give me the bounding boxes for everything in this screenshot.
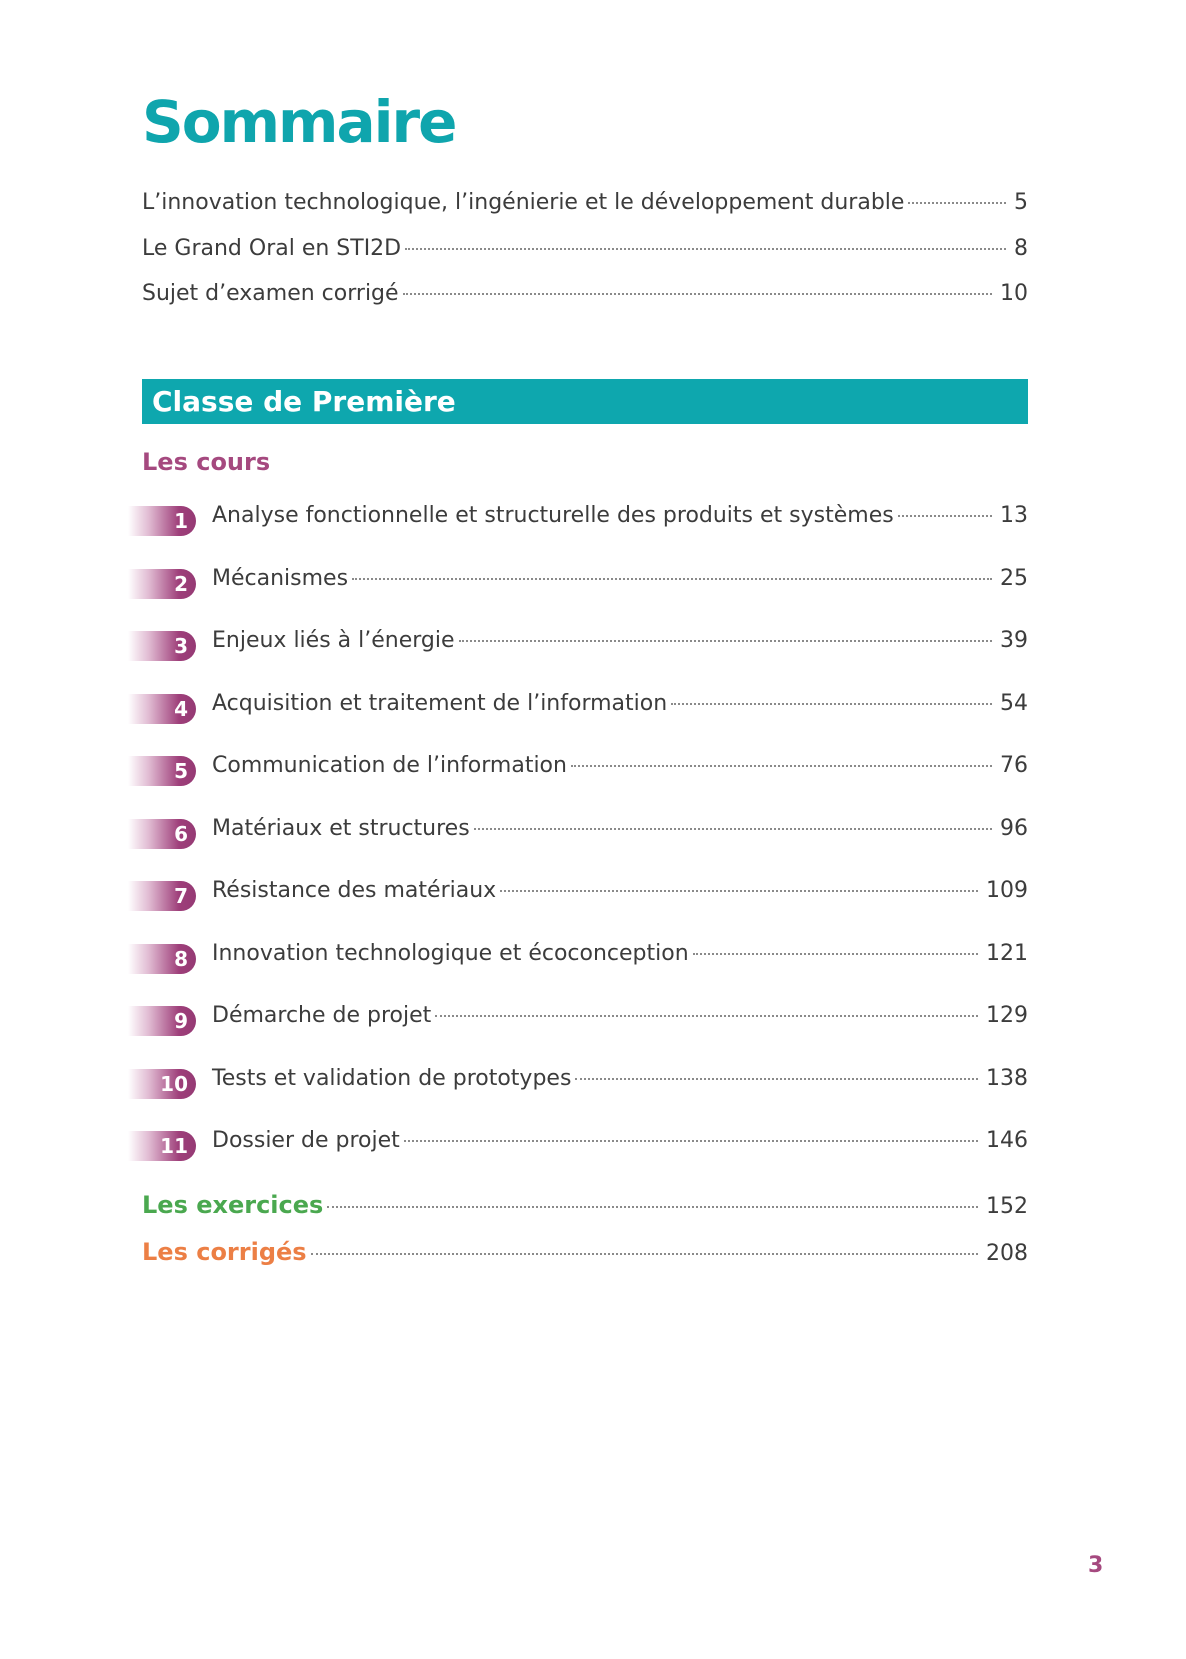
- chapter-page: 25: [1000, 566, 1028, 591]
- chapter-label: Communication de l’information: [212, 753, 567, 778]
- dot-leader: [311, 1253, 978, 1255]
- chapter-page: 129: [986, 1003, 1028, 1028]
- dot-leader: [352, 578, 992, 580]
- toc-entry[interactable]: [142, 236, 1028, 270]
- chapter-entry[interactable]: [212, 753, 1028, 787]
- chapter-label: Acquisition et traitement de l’information: [212, 691, 668, 716]
- chapter-number-badge: 6: [128, 819, 196, 849]
- toc-entry-page: 10: [1000, 281, 1028, 306]
- toc-entry[interactable]: [142, 190, 1028, 224]
- exercises-label: Les exercices: [142, 1191, 324, 1219]
- answers-entry[interactable]: [142, 1238, 1028, 1272]
- toc-entry-label: Le Grand Oral en STI2D: [142, 236, 402, 261]
- dot-leader: [435, 1015, 978, 1017]
- chapter-label: Analyse fonctionnelle et structurelle des produits et systèmes: [212, 503, 894, 528]
- chapter-number-badge: 11: [128, 1131, 196, 1161]
- chapter-number-badge: 4: [128, 694, 196, 724]
- chapter-page: 109: [986, 878, 1028, 903]
- chapter-number-badge: 7: [128, 881, 196, 911]
- chapter-page: 121: [986, 941, 1028, 966]
- chapter-page: 13: [1000, 503, 1028, 528]
- chapter-entry[interactable]: [212, 691, 1028, 725]
- dot-leader: [671, 703, 992, 705]
- chapter-entry[interactable]: [212, 941, 1028, 975]
- chapter-label: Innovation technologique et écoconception: [212, 941, 689, 966]
- chapter-page: 39: [1000, 628, 1028, 653]
- chapter-page: 54: [1000, 691, 1028, 716]
- dot-leader: [500, 890, 978, 892]
- chapter-page: 76: [1000, 753, 1028, 778]
- chapter-page: 138: [986, 1066, 1028, 1091]
- dot-leader: [404, 1140, 978, 1142]
- toc-entry-label: L’innovation technologique, l’ingénierie et le développement durable: [142, 190, 905, 215]
- chapter-entry[interactable]: [212, 566, 1028, 600]
- page-number: 3: [1088, 1553, 1104, 1578]
- toc-entry-label: Sujet d’examen corrigé: [142, 281, 399, 306]
- toc-entry[interactable]: [142, 281, 1028, 315]
- section-banner: Classe de Première: [142, 379, 1028, 424]
- chapter-entry[interactable]: [212, 1066, 1028, 1100]
- dot-leader: [327, 1206, 978, 1208]
- dot-leader: [403, 293, 992, 295]
- dot-leader: [908, 202, 1006, 204]
- chapter-entry[interactable]: [212, 503, 1028, 537]
- chapter-label: Démarche de projet: [212, 1003, 432, 1028]
- chapter-number-badge: 1: [128, 506, 196, 536]
- chapter-entry[interactable]: [212, 816, 1028, 850]
- chapter-entry[interactable]: [212, 878, 1028, 912]
- chapter-label: Dossier de projet: [212, 1128, 400, 1153]
- chapter-number-badge: 10: [128, 1069, 196, 1099]
- exercises-entry[interactable]: [142, 1191, 1028, 1225]
- chapter-number-badge: 9: [128, 1006, 196, 1036]
- chapter-label: Matériaux et structures: [212, 816, 470, 841]
- chapter-label: Mécanismes: [212, 566, 349, 591]
- chapter-label: Résistance des matériaux: [212, 878, 497, 903]
- dot-leader: [459, 640, 992, 642]
- chapter-number-badge: 8: [128, 944, 196, 974]
- section-subhead: Les cours: [142, 448, 271, 476]
- chapter-label: Tests et validation de prototypes: [212, 1066, 572, 1091]
- dot-leader: [575, 1078, 978, 1080]
- chapter-number-badge: 3: [128, 631, 196, 661]
- chapter-entry[interactable]: [212, 628, 1028, 662]
- answers-label: Les corrigés: [142, 1238, 307, 1266]
- toc-entry-page: 8: [1014, 236, 1028, 261]
- chapter-entry[interactable]: [212, 1128, 1028, 1162]
- answers-page: 208: [986, 1241, 1028, 1266]
- dot-leader: [474, 828, 992, 830]
- dot-leader: [693, 953, 978, 955]
- toc-entry-page: 5: [1014, 190, 1028, 215]
- chapter-entry[interactable]: [212, 1003, 1028, 1037]
- dot-leader: [898, 515, 992, 517]
- chapter-label: Enjeux liés à l’énergie: [212, 628, 455, 653]
- dot-leader: [405, 248, 1006, 250]
- chapter-page: 146: [986, 1128, 1028, 1153]
- dot-leader: [571, 765, 992, 767]
- chapter-number-badge: 5: [128, 756, 196, 786]
- page-title: Sommaire: [142, 88, 456, 156]
- chapter-page: 96: [1000, 816, 1028, 841]
- exercises-page: 152: [986, 1194, 1028, 1219]
- chapter-number-badge: 2: [128, 569, 196, 599]
